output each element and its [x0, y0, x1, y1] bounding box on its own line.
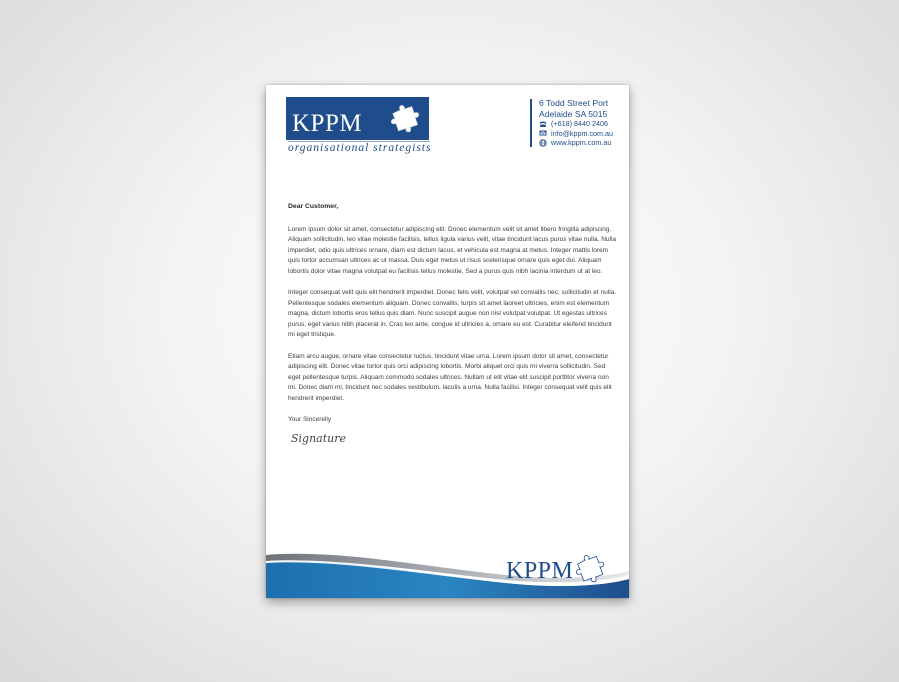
email-icon	[539, 129, 547, 137]
letter-body	[288, 202, 618, 444]
header-logo-text: KPPM	[292, 110, 363, 137]
contact-divider	[530, 99, 532, 147]
contact-email[interactable]: info@kppm.com.au	[551, 128, 614, 138]
closing: Your Sincerelly	[288, 416, 332, 423]
paragraph-3: Etiam arcu augue, ornare vitae consectetur luctus, tincidunt vitae urna. Lorem ipsum dolor sit amet, consectetur adipiscing elit. Donec vitae tortor quis orci adipiscing lobortis. Morbi aliquet orci quis mi viverra sollicitudin. Sed eget pellentesque turpis. Aliquam commodo sodales ultrices. Nullam ut elit vitae elit suscipit porttitor viverra non mi. Donec diam mi, tincidunt nec sodales vestibulum, iaculis a urna. Nulla facilisi. Integer consequat velit quis elit hendrerit imperdiet.	[288, 352, 612, 402]
address-line-2: Adelaide SA 5015	[539, 108, 608, 119]
contact-email-row	[539, 129, 627, 139]
contact-phone: (+618) 8440 2406	[551, 119, 608, 128]
contact-website[interactable]: www.kppm.com.au	[551, 138, 612, 147]
letterhead-page	[266, 85, 629, 598]
paragraph-1: Lorem ipsum dolor sit amet, consectetur adipiscing elit. Donec elementum velit sit amet libero fringilla adipiscing. Aliquam sollicitudin, leo vitae molestie facilisis, tellus ligula varius velit, vitae tincidunt lacus purus vitae nulla. Nulla imperdiet, odio quis ultrices ornare, diam est dictum lacus, et vehicula est magna at metus. Integer mattis lorem quis tortor accumsan ultrices ac ut massa. Duis eget metus ut risus scelerisque ornare quis eget dui. Aliquam lobortis dolor vitae magna volutpat eu facilisis tellus molestie. Sed a purus quis nibh lacinia interdum ut at leo.	[288, 225, 617, 275]
contact-phone-row	[539, 119, 627, 129]
phone-icon	[539, 120, 547, 128]
header-tagline: organisational strategists	[288, 142, 432, 154]
footer-logo-text: KPPM	[506, 558, 574, 584]
paragraph-2: Integer consequat velit quis elit hendrerit imperdiet. Donec felis velit, volutpat vel convallis nec, sollicitudin et nulla. Pellentesque sodales elementum aliquam. Donec convallis, turpis sit amet laoreet ultricies, enim est elementum magna, dictum lobortis eros tellus quis diam. Nunc suscipit augue non nisl volutpat volutpat. Ut egestas ultrices purus, eget varius nibh placerat in. Cras leo ante, congue id ultricies a, ornare eu est. Curabitur eleifend tincidunt mi eget tristique.	[288, 289, 617, 338]
contact-website-row	[539, 138, 627, 148]
puzzle-piece-icon	[575, 553, 608, 583]
contact-block	[539, 98, 627, 148]
header-logo	[286, 97, 429, 140]
puzzle-piece-icon	[390, 103, 422, 133]
globe-icon	[539, 139, 547, 147]
address-line-1: 6 Todd Street Port	[539, 98, 609, 108]
salutation: Dear Customer,	[288, 203, 339, 210]
signature: Signature	[291, 431, 347, 445]
